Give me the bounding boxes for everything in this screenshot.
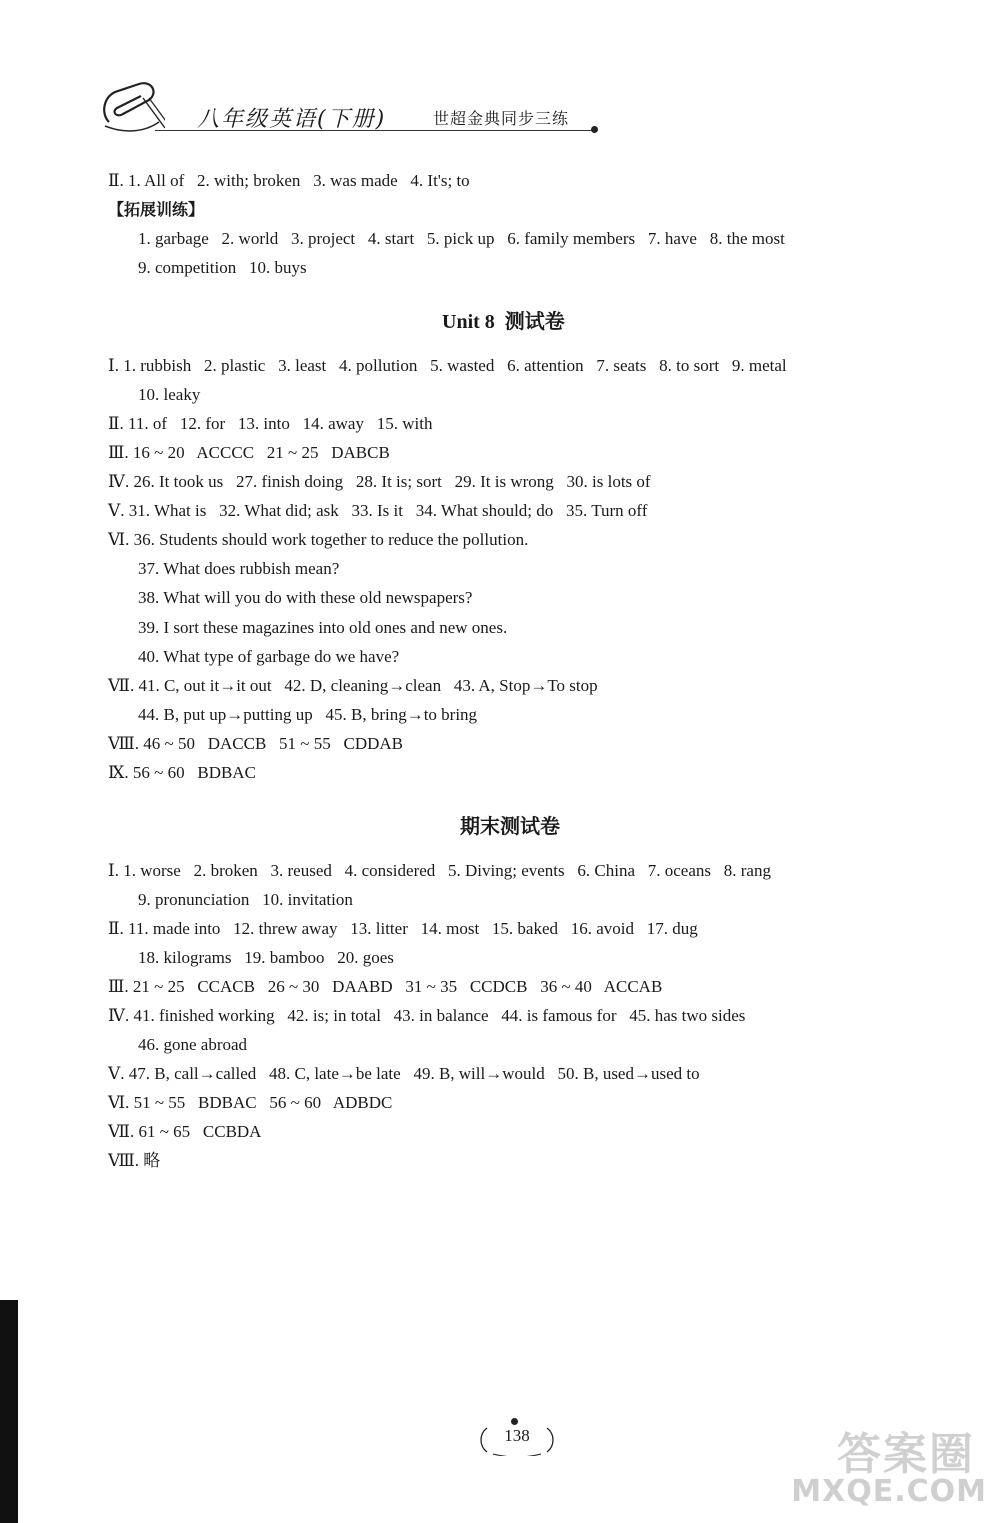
answer-line: 39. I sort these magazines into old ones and new ones.	[138, 618, 508, 637]
answer-line: Ⅱ. 11. of 12. for 13. into 14. away 15. with	[108, 414, 433, 433]
answer-line: Ⅴ. 31. What is 32. What did; ask 33. Is it 34. What should; do 35. Turn off	[108, 501, 648, 520]
header-dot	[591, 126, 598, 133]
scan-edge-shadow	[0, 1300, 18, 1523]
answer-line: Ⅳ. 41. finished working 42. is; in total 43. in balance 44. is famous for 45. has two sides	[108, 1006, 746, 1025]
answer-line: 38. What will you do with these old newspapers?	[138, 588, 473, 607]
answer-line: 9. pronunciation 10. invitation	[138, 890, 353, 909]
answer-line: Ⅳ. 26. It took us 27. finish doing 28. It is; sort 29. It is wrong 30. is lots of	[108, 472, 651, 491]
header-rule	[155, 130, 595, 131]
answer-line: Ⅱ. 11. made into 12. threw away 13. litter 14. most 15. baked 16. avoid 17. dug	[108, 919, 698, 938]
section-heading-unit8	[442, 305, 565, 334]
answer-line: Ⅲ. 21 ~ 25 CCACB 26 ~ 30 DAABD 31 ~ 35 CCDCB 36 ~ 40 ACCAB	[108, 977, 663, 996]
answer-line: Ⅰ. 1. worse 2. broken 3. reused 4. considered 5. Diving; events 6. China 7. oceans 8. rang	[108, 861, 771, 880]
section-heading-final: 期末测试卷	[460, 814, 560, 838]
answer-line: Ⅵ. 51 ~ 55 BDBAC 56 ~ 60 ADBDC	[108, 1093, 393, 1112]
answer-line: 46. gone abroad	[138, 1035, 248, 1054]
answer-line: Ⅷ. 略	[108, 1151, 161, 1170]
answer-line: Ⅱ. 1. All of 2. with; broken 3. was made 4. It's; to	[108, 171, 470, 190]
watermark	[780, 1418, 995, 1518]
answer-line: 44. B, put up→putting up 45. B, bring→to bring	[138, 705, 478, 724]
answer-line: Ⅷ. 46 ~ 50 DACCB 51 ~ 55 CDDAB	[108, 734, 404, 753]
answer-line: Ⅶ. 61 ~ 65 CCBDA	[108, 1122, 262, 1141]
answer-line: Ⅵ. 36. Students should work together to reduce the pollution.	[108, 530, 529, 549]
page-number-block	[477, 1418, 557, 1458]
answer-line: 10. leaky	[138, 385, 201, 404]
watermark-logo-text: 答案圈	[837, 1429, 975, 1480]
page-number: 138	[504, 1426, 530, 1445]
answer-line: Ⅸ. 56 ~ 60 BDBAC	[108, 763, 256, 782]
watermark-url: MXQE.COM	[791, 1474, 987, 1509]
answer-line: 9. competition 10. buys	[138, 258, 307, 277]
heading-test-label: 测试卷	[504, 309, 565, 333]
paperclip-icon	[95, 78, 165, 138]
answer-line: Ⅰ. 1. rubbish 2. plastic 3. least 4. pollution 5. wasted 6. attention 7. seats 8. to sort 9. metal	[108, 356, 787, 375]
series-name: 世超金典同步三练	[433, 109, 570, 128]
book-title: 八年级英语(下册)	[197, 107, 387, 132]
answer-line: Ⅶ. 41. C, out it→it out 42. D, cleaning→clean 43. A, Stop→To stop	[108, 676, 598, 695]
page-header	[95, 78, 605, 138]
answer-line: 40. What type of garbage do we have?	[138, 647, 400, 666]
answer-line: 37. What does rubbish mean?	[138, 559, 340, 578]
answer-line: 18. kilograms 19. bamboo 20. goes	[138, 948, 394, 967]
section-label: 【拓展训练】	[108, 200, 205, 219]
heading-unit-label: Unit 8	[442, 311, 495, 333]
answer-line: 1. garbage 2. world 3. project 4. start 5. pick up 6. family members 7. have 8. the most	[138, 229, 785, 248]
answer-line: Ⅲ. 16 ~ 20 ACCCC 21 ~ 25 DABCB	[108, 443, 390, 462]
answer-line: Ⅴ. 47. B, call→called 48. C, late→be late 49. B, will→would 50. B, used→used to	[108, 1064, 700, 1083]
